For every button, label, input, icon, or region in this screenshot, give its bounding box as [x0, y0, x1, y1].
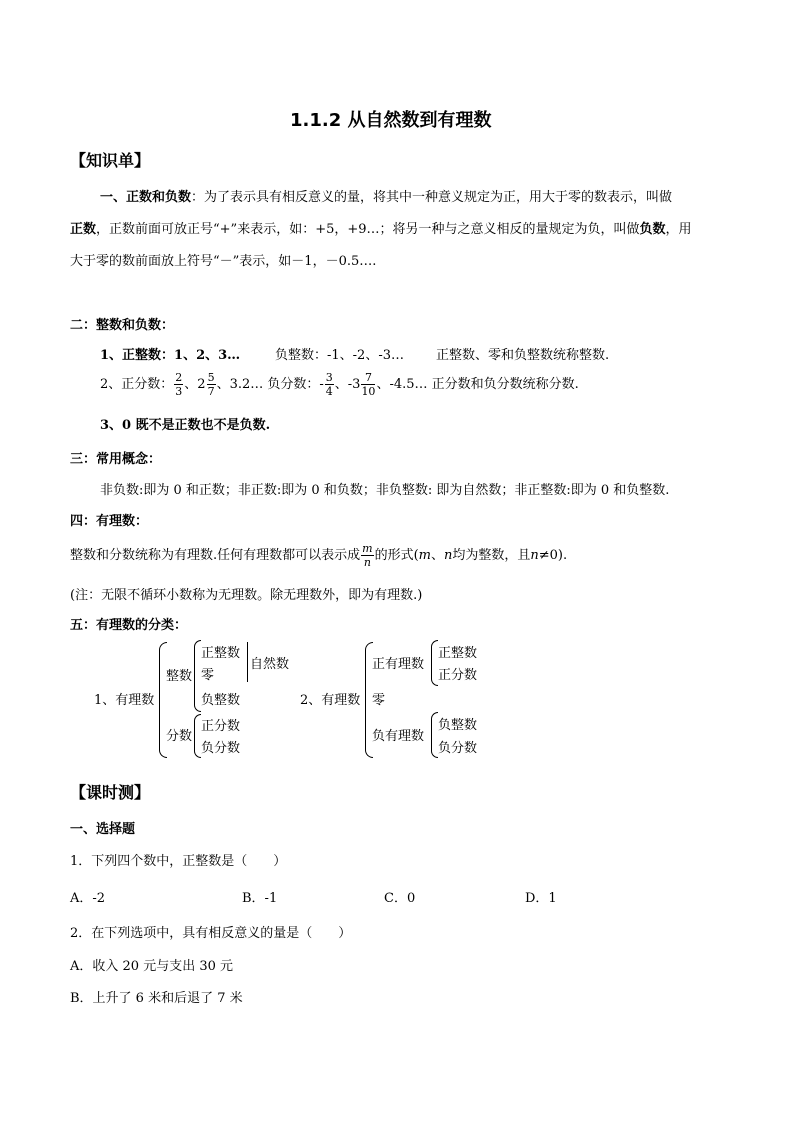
question1-stem: 1．下列四个数中，正整数是（ ）: [70, 854, 287, 869]
diagram2-pos-frac: 正分数: [438, 668, 478, 683]
question2-option-b[interactable]: B．上升了 6 米和后退了 7 米: [70, 991, 243, 1006]
fraction-7-10: $\frac{7}{10}$: [361, 371, 376, 398]
diagram1-fraction-brace: [194, 714, 201, 758]
section4-note: (注：无限不循环小数称为无理数。除无理数外，即为有理数.): [70, 588, 423, 603]
section3-line: 非负数:即为 0 和正数；非正数:即为 0 和负数；非负整数: 即为自然数；非正整数:即为 0 和负整数.: [100, 483, 670, 498]
section2-line2: 2、正分数： $\frac{2}{3}$ 、2 $\frac{5}{7}$ 、3.2… 负分数：- $\frac{3}{4}$ 、-3 $\frac{7}{10}$ 、-4.5… 正分数和负分数统称分数.: [100, 371, 579, 398]
test-header: 【课时测】: [70, 783, 151, 802]
question2-stem: 2．在下列选项中，具有相反意义的量是（ ）: [70, 926, 352, 941]
diagram2-zero: 零: [372, 693, 386, 708]
diagram1-neg-frac: 负分数: [201, 741, 241, 756]
diagram1-pos-int: 正整数: [201, 646, 241, 661]
diagram1-fraction: 分数: [166, 729, 193, 744]
diagram2-neg-brace: [431, 712, 438, 758]
section4-line: 整数和分数统称为有理数.任何有理数都可以表示成 $\frac{m}{n}$ 的形式(m、n均为整数，且n≠0).: [70, 542, 568, 569]
diagram2-root: 2、有理数: [300, 693, 361, 708]
diagram1-natural: 自然数: [250, 657, 290, 672]
diagram1-zero: 零: [201, 668, 215, 683]
question1-option-d[interactable]: D．1: [525, 891, 557, 906]
fraction-3-4: $\frac{3}{4}$: [325, 371, 333, 398]
diagram1-natural-bracket: [200, 642, 248, 682]
question1-option-a[interactable]: A．-2: [70, 891, 106, 906]
section2-line1: 1、正整数：1、2、3…: [100, 348, 241, 363]
fraction-m-n: $\frac{m}{n}$: [362, 542, 373, 569]
diagram2-neg-rat: 负有理数: [372, 729, 425, 744]
section1-line2: 正数，正数前面可放正号“+”来表示，如：+5，+9…；将另一种与之意义相反的量规定为负，叫做负数，用: [70, 222, 692, 237]
fraction-5-7: $\frac{5}{7}$: [207, 371, 215, 398]
question1-option-c[interactable]: C．0: [384, 891, 416, 906]
section2-line3: 3、0 既不是正数也不是负数.: [100, 418, 271, 433]
page-title: 1.1.2 从自然数到有理数: [290, 110, 492, 131]
section1-line1: 一、正数和负数：为了表示具有相反意义的量，将其中一种意义规定为正，用大于零的数表示，叫做: [100, 190, 673, 205]
diagram2-neg-int: 负整数: [438, 718, 478, 733]
diagram2-pos-brace: [431, 640, 438, 686]
knowledge-header: 【知识单】: [70, 151, 151, 170]
diagram1-pos-frac: 正分数: [201, 719, 241, 734]
diagram1-neg-int: 负整数: [201, 693, 241, 708]
section4-header: 四：有理数：: [70, 514, 149, 529]
section3-header: 三：常用概念：: [70, 452, 162, 467]
question2-option-a[interactable]: A．收入 20 元与支出 30 元: [70, 959, 234, 974]
diagram2-pos-int: 正整数: [438, 646, 478, 661]
section5-header: 五：有理数的分类：: [70, 618, 188, 633]
section2-line1-neg: 负整数：-1、-2、-3…: [275, 348, 404, 363]
section1-line3: 大于零的数前面放上符号“－”表示，如－1，－0.5….: [70, 254, 377, 269]
diagram2-neg-frac: 负分数: [438, 741, 478, 756]
section1-lead: 一、正数和负数: [100, 190, 192, 205]
section2-header: 二：整数和负数：: [70, 318, 175, 333]
diagram1-integer: 整数: [166, 669, 193, 684]
diagram1-root: 1、有理数: [94, 693, 155, 708]
section2-line1-sum: 正整数、零和负整数统称整数.: [436, 348, 610, 363]
question1-option-b[interactable]: B．-1: [242, 891, 278, 906]
diagram2-pos-rat: 正有理数: [372, 657, 425, 672]
fraction-2-3: $\frac{2}{3}$: [175, 371, 183, 398]
question-section-title: 一、选择题: [70, 822, 136, 837]
